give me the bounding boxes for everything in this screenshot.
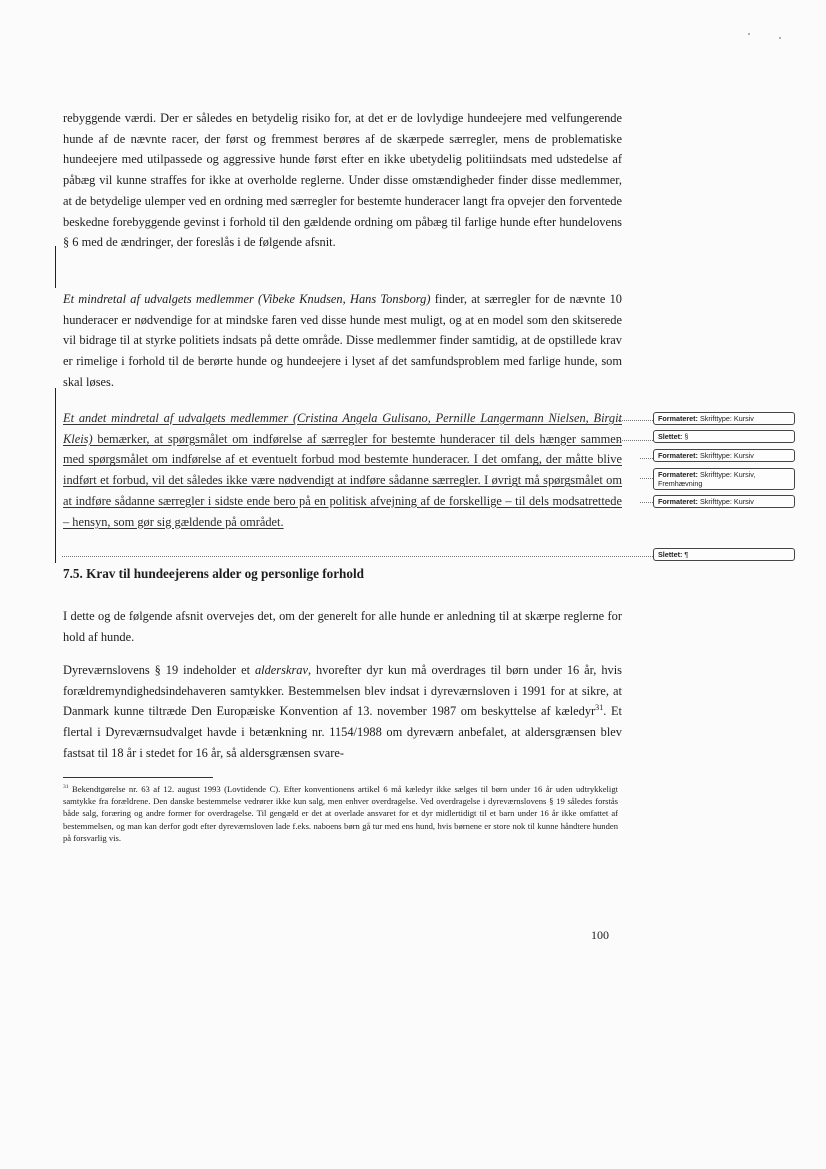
paragraph-text: I dette og de følgende afsnit overvejes det, om der generelt for alle hunde er anledning til at skærpe reglerne for hold af hunde.	[63, 609, 622, 644]
paragraph-minority-1	[63, 289, 622, 393]
revision-balloon-deleted[interactable]	[653, 548, 795, 561]
paragraph-age-requirement	[63, 660, 622, 764]
balloon-label: Slettet:	[658, 550, 683, 559]
paragraph-text: . Et flertal i Dyreværnsudvalget havde i betænkning nr. 1154/1988 om dyreværn anbefalet, at aldersgrænsen blev fastsat til 18 år i stedet for 16 år, så aldersgrænsen svare-	[63, 704, 622, 760]
balloon-label: Formateret:	[658, 497, 698, 506]
change-bar	[55, 388, 56, 563]
balloon-text: Skrifttype: Kursiv	[697, 451, 754, 460]
balloon-label: Formateret:	[658, 414, 698, 423]
balloon-connector	[640, 478, 653, 479]
balloon-connector	[618, 556, 653, 557]
balloon-text: §	[682, 432, 689, 441]
deletion-dotted-line	[62, 556, 647, 557]
scan-speck	[748, 33, 750, 35]
minority-members-names: Et andet mindretal af udvalgets medlemmer (Cristina Angela Gulisano, Pernille Langermann Nielsen, Birgit Kleis)	[63, 411, 622, 446]
paragraph-text: , hvorefter dyr kun må overdrages til børn under 16 år, hvis forældremyndighedsindehaveren samtykker. Bestemmelsen blev indsat i dyreværnsloven i 1991 for at sikre, at Danmark kunne tiltræde Den Europæiske Konvention af 13. november 1987 om beskyttelse af kæledyr	[63, 663, 622, 719]
balloon-label: Formateret:	[658, 470, 698, 479]
page-number: 100	[591, 928, 609, 942]
italic-term: alderskrav	[254, 663, 308, 677]
footnote-reference[interactable]: 31	[595, 703, 604, 713]
revision-balloon-formatted[interactable]	[653, 468, 795, 490]
balloon-text: Skrifttype: Kursiv	[697, 497, 754, 506]
balloon-connector	[640, 502, 653, 503]
balloon-label: Slettet:	[658, 432, 683, 441]
footnote-separator	[63, 777, 213, 778]
minority-members-names: Et mindretal af udvalgets medlemmer (Vibeke Knudsen, Hans Tonsborg)	[63, 292, 431, 306]
balloon-text: ¶	[682, 550, 689, 559]
revision-balloon-formatted[interactable]	[653, 449, 795, 462]
balloon-connector	[618, 420, 653, 421]
scan-speck	[779, 37, 781, 39]
balloon-label: Formateret:	[658, 451, 698, 460]
footnote	[63, 783, 618, 844]
balloon-connector	[640, 458, 653, 459]
paragraph-intro	[63, 606, 622, 647]
revision-balloon-formatted[interactable]	[653, 495, 795, 508]
footnote-text: Bekendtgørelse nr. 63 af 12. august 1993 (Lovtidende C). Efter konventionens artikel 6 må kæledyr ikke sælges til børn under 16 år uden udtrykkeligt samtykke fra forældrene. Den danske bestemmelse vedrører ikke kun salg, men enhver overdragelse. Ved overdragelse i dyreværnslovens § 19 således forstås både salg, foræring og andre former for overdragelse. Til gengæld er det at overlade ansvaret for et dyr midlertidigt til et barn under 16 år ikke omfattet af bestemmelsen, og man kan derfor godt efter dyreværnsloven lade f.eks. naboens børn gå tur med ens hund, hvis børnene er store nok til kunne håndtere hunden på forsvarlig vis.	[63, 784, 618, 843]
paragraph-minority-2-deleted	[63, 408, 622, 532]
footnote-number: 31	[63, 784, 69, 791]
change-bar	[55, 246, 56, 288]
paragraph-text: finder, at særregler for de nævnte 10 hunderacer er nødvendige for at mindske faren ved disse hunde mest muligt, og at en model som den skitserede vil bidrage til at styrke politiets indsats på dette område. Disse medlemmer finder samtidig, at de opstillede krav er rimelige i forhold til de berørte hunde og hundeejere i lyset af det samfundsproblem med farlige hunde, som skal løses.	[63, 292, 622, 389]
revision-balloon-deleted[interactable]	[653, 430, 795, 443]
paragraph-text: rebyggende værdi. Der er således en betydelig risiko for, at det er de lovlydige hundeejere med velfungerende hunde af de nævnte racer, der først og fremmest berøres af de skærpede særregler, mens de problematiske hundeejere med utilpassede og aggressive hunde først efter en ikke ubetydelig politiindsats med udstedelse af påbæg vil kunne straffes for ikke at overholde reglerne. Under disse omstændigheder finder disse medlemmer, at de betydelige ulemper ved en ordning med særregler for bestemte hunderacer langt fra opvejer den forventede beskedne forebyggende gevinst i forhold til den gældende ordning om påbæg til farlige hunde efter hundelovens § 6 med de ændringer, der foreslås i de følgende afsnit.	[63, 111, 622, 250]
paragraph-majority-view	[63, 108, 622, 253]
balloon-text: Skrifttype: Kursiv	[697, 414, 754, 423]
revision-balloon-formatted[interactable]	[653, 412, 795, 425]
deleted-text: bemærker, at spørgsmålet om indførelse af særregler for bestemte hunderacer til dels hænger sammen med spørgsmålet om indførelse af et eventuelt forbud mod bestemte hunderacer. I det omfang, der måtte blive indført et forbud, vil det således ikke være nødvendigt at indføre sådanne særregler. I øvrigt må spørgsmålet om at indføre sådanne særregler i sidste ende bero på en politisk afvejning af de forskellige – til dels modsatrettede – hensyn, som gør sig gældende på området.	[63, 431, 622, 529]
section-heading: 7.5. Krav til hundeejerens alder og personlige forhold	[63, 566, 364, 581]
balloon-text: Skrifttype: Kursiv, Fremhævning	[658, 470, 756, 488]
paragraph-text: Dyreværnslovens § 19 indeholder et	[63, 663, 255, 677]
balloon-connector	[618, 440, 653, 441]
